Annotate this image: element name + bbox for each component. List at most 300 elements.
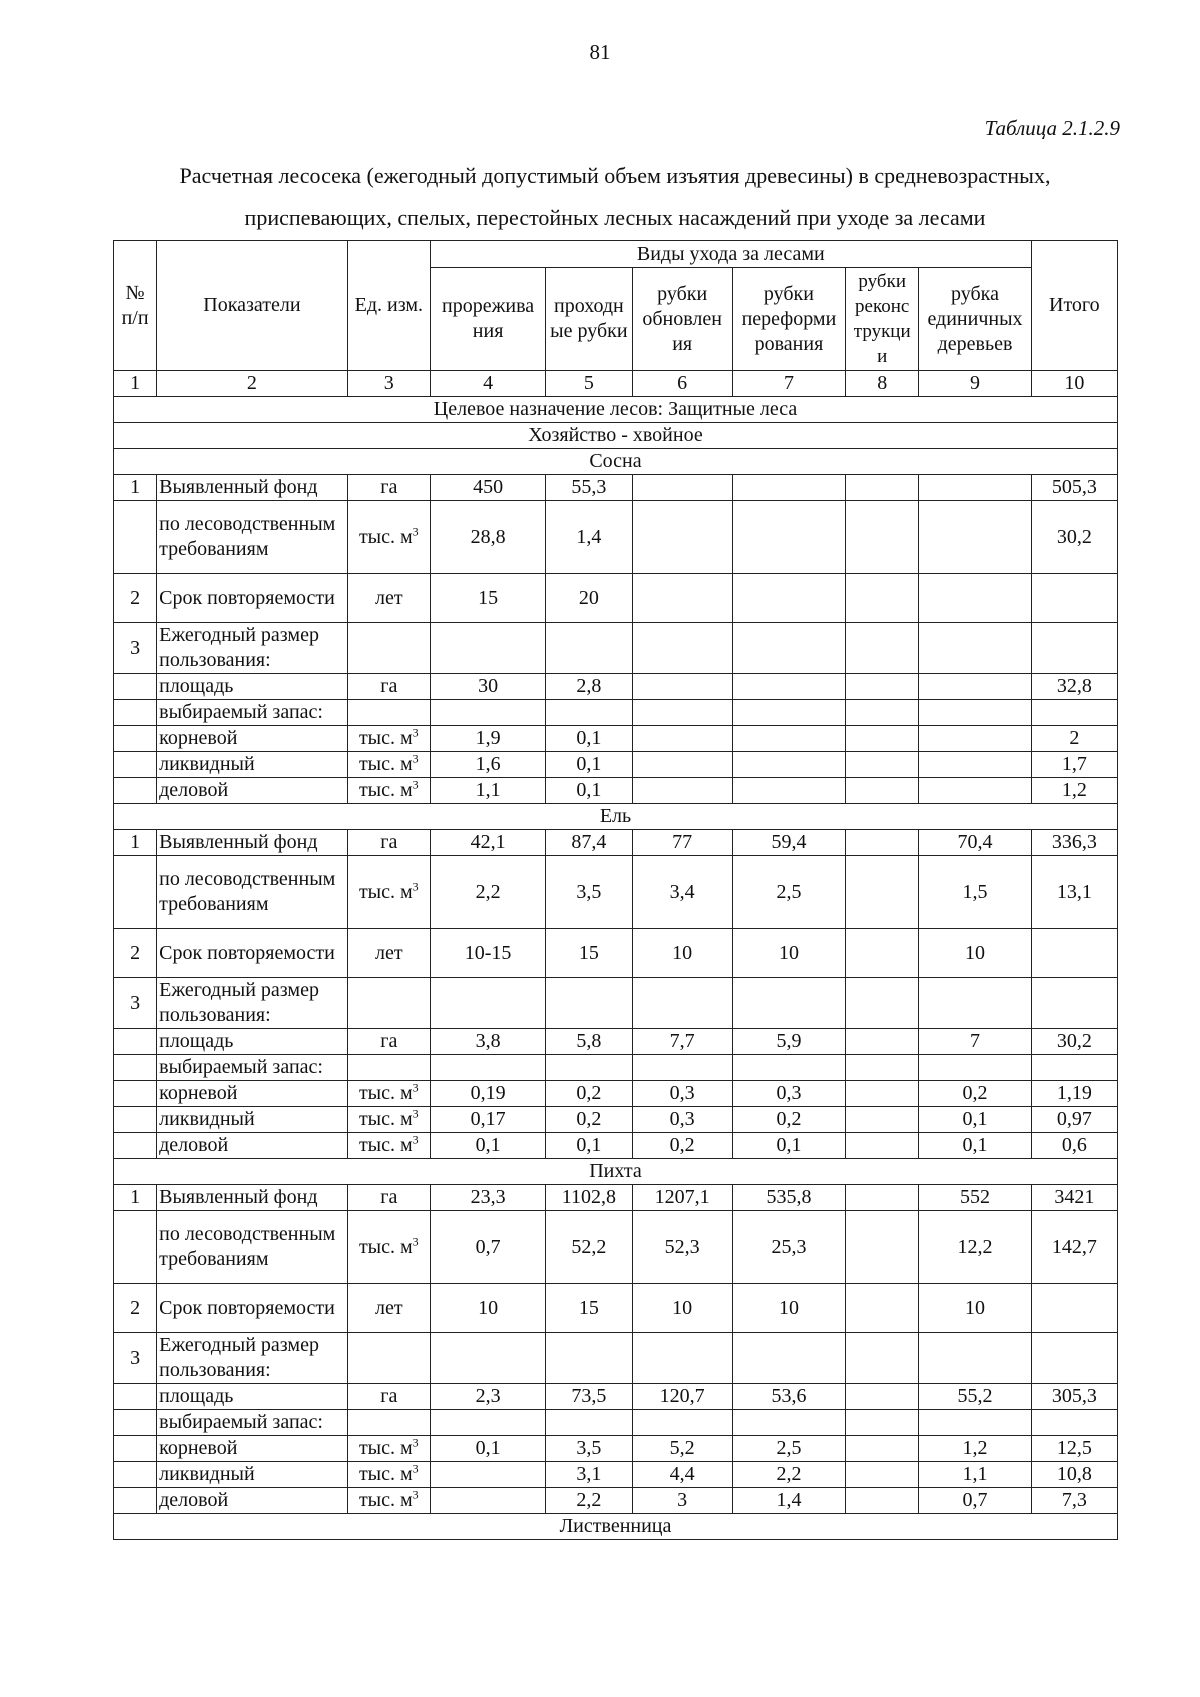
row-number: 1 [114,830,157,856]
value-cell [846,726,919,752]
row-label: площадь [157,1029,348,1055]
column-number: 5 [546,371,632,397]
column-number: 1 [114,371,157,397]
value-cell [732,752,845,778]
value-cell [919,1410,1031,1436]
value-cell: 142,7 [1031,1211,1117,1284]
row-label: Срок повторяемости [157,574,348,623]
value-cell: 77 [632,830,732,856]
value-cell [732,674,845,700]
table-row [114,1185,1118,1211]
value-cell: 0,6 [1031,1133,1117,1159]
value-cell: 2,8 [546,674,632,700]
value-cell: 1102,8 [546,1185,632,1211]
value-cell: 0,2 [632,1133,732,1159]
unit-superscript: 3 [412,878,419,893]
value-cell: 3,4 [632,856,732,929]
unit-text: тыс. м [358,1082,413,1104]
section-farm: Хозяйство - хвойное [114,423,1118,449]
value-cell [846,475,919,501]
value-cell: 505,3 [1031,475,1117,501]
unit-superscript: 3 [412,1461,419,1476]
table-row [114,1029,1118,1055]
value-cell: 0,2 [546,1107,632,1133]
species-name: Сосна [114,449,1118,475]
row-number [114,1384,157,1410]
value-cell: 2,5 [732,856,845,929]
value-cell [546,1333,632,1384]
unit-text: тыс. м [358,1437,413,1459]
value-cell [732,978,845,1029]
header-num: № п/п [114,241,157,371]
table-row [114,475,1118,501]
row-number [114,700,157,726]
row-number [114,674,157,700]
value-cell [919,752,1031,778]
unit-text: тыс. м [358,1235,413,1258]
caption-line-2: приспевающих, спелых, перестойных лесных насаждений при уходе за лесами [244,205,986,230]
value-cell: 15 [546,1284,632,1333]
value-cell [430,1055,545,1081]
value-cell: 1,1 [919,1462,1031,1488]
value-cell [1031,929,1117,978]
row-number: 2 [114,574,157,623]
row-label: выбираемый запас: [157,700,348,726]
row-number [114,1081,157,1107]
table-row [114,1410,1118,1436]
value-cell [919,726,1031,752]
value-cell: 1,6 [430,752,545,778]
value-cell [430,700,545,726]
column-number: 2 [157,371,348,397]
value-cell: 30,2 [1031,501,1117,574]
row-label: площадь [157,674,348,700]
value-cell: 2,3 [430,1384,545,1410]
table-row [114,752,1118,778]
unit-text: га [380,1186,398,1208]
value-cell: 2,2 [732,1462,845,1488]
row-unit [347,1133,430,1159]
value-cell [430,978,545,1029]
value-cell [846,1081,919,1107]
table-row [114,1384,1118,1410]
value-cell: 0,2 [546,1081,632,1107]
species-row [114,1159,1118,1185]
value-cell: 1,1 [430,778,545,804]
value-cell [546,1410,632,1436]
unit-text: тыс. м [358,1463,413,1485]
table-row [114,501,1118,574]
row-unit [347,1185,430,1211]
value-cell: 12,2 [919,1211,1031,1284]
value-cell: 30 [430,674,545,700]
value-cell [430,623,545,674]
value-cell: 55,2 [919,1384,1031,1410]
row-label: площадь [157,1384,348,1410]
value-cell [846,1029,919,1055]
value-cell: 120,7 [632,1384,732,1410]
value-cell [546,1055,632,1081]
value-cell: 13,1 [1031,856,1117,929]
header-unit: Ед. изм. [347,241,430,371]
table-row [114,1211,1118,1284]
value-cell: 10 [919,1284,1031,1333]
value-cell: 0,19 [430,1081,545,1107]
value-cell: 10 [919,929,1031,978]
value-cell: 28,8 [430,501,545,574]
value-cell [846,830,919,856]
value-cell: 5,2 [632,1436,732,1462]
value-cell: 10 [632,929,732,978]
value-cell: 0,1 [546,1133,632,1159]
value-cell [919,1333,1031,1384]
table-row [114,574,1118,623]
row-unit [347,1410,430,1436]
row-label: Ежегодный размер пользования: [157,1333,348,1384]
row-label: ликвидный [157,1462,348,1488]
value-cell: 0,2 [919,1081,1031,1107]
row-label: выбираемый запас: [157,1410,348,1436]
table-row [114,1284,1118,1333]
row-unit [347,1107,430,1133]
row-unit [347,1284,430,1333]
row-label: корневой [157,1436,348,1462]
value-cell [919,674,1031,700]
column-numbers-row [114,371,1118,397]
value-cell [632,752,732,778]
table-row [114,623,1118,674]
header-total: Итого [1031,241,1117,371]
row-number [114,726,157,752]
value-cell [1031,1410,1117,1436]
value-cell [732,778,845,804]
value-cell [846,1462,919,1488]
row-unit [347,674,430,700]
row-number [114,1211,157,1284]
value-cell: 70,4 [919,830,1031,856]
value-cell [846,1436,919,1462]
row-unit [347,574,430,623]
row-label: ликвидный [157,1107,348,1133]
value-cell: 0,1 [430,1133,545,1159]
row-number [114,1488,157,1514]
value-cell: 15 [430,574,545,623]
value-cell: 0,1 [919,1133,1031,1159]
header-renewal-cuts: рубки обновлен ия [632,268,732,371]
value-cell: 1,7 [1031,752,1117,778]
unit-text: тыс. м [358,1108,413,1130]
value-cell: 1,5 [919,856,1031,929]
row-unit [347,1436,430,1462]
value-cell: 552 [919,1185,1031,1211]
species-row [114,1514,1118,1540]
value-cell [846,1211,919,1284]
column-number: 10 [1031,371,1117,397]
value-cell [846,623,919,674]
unit-text: га [380,1030,398,1052]
row-label: Срок повторяемости [157,1284,348,1333]
unit-text: лет [375,586,403,609]
table-row [114,978,1118,1029]
row-unit [347,778,430,804]
value-cell [919,574,1031,623]
table-row [114,674,1118,700]
row-unit [347,1055,430,1081]
unit-superscript: 3 [412,1080,419,1095]
value-cell: 0,1 [546,726,632,752]
row-number [114,1133,157,1159]
value-cell [846,1410,919,1436]
row-number [114,856,157,929]
value-cell [632,501,732,574]
value-cell: 3 [632,1488,732,1514]
row-unit [347,700,430,726]
value-cell [632,1333,732,1384]
value-cell [846,1284,919,1333]
value-cell [732,574,845,623]
value-cell: 0,1 [732,1133,845,1159]
table-row [114,700,1118,726]
value-cell [846,574,919,623]
value-cell: 450 [430,475,545,501]
value-cell [846,1133,919,1159]
value-cell: 23,3 [430,1185,545,1211]
row-unit [347,1211,430,1284]
value-cell: 32,8 [1031,674,1117,700]
value-cell [732,700,845,726]
value-cell: 2,2 [430,856,545,929]
value-cell: 10-15 [430,929,545,978]
value-cell [846,1107,919,1133]
value-cell: 55,3 [546,475,632,501]
species-name: Лиственница [114,1514,1118,1540]
value-cell: 0,2 [732,1107,845,1133]
row-label: по лесоводственным требованиям [157,501,348,574]
row-number: 3 [114,623,157,674]
value-cell [846,778,919,804]
unit-text: тыс. м [358,1134,413,1156]
row-unit [347,1462,430,1488]
value-cell [1031,1333,1117,1384]
value-cell [846,700,919,726]
row-unit [347,929,430,978]
table-row [114,1055,1118,1081]
value-cell [632,1410,732,1436]
harvest-table [113,240,1118,1540]
row-label: деловой [157,778,348,804]
value-cell: 1,9 [430,726,545,752]
value-cell: 1,4 [546,501,632,574]
column-number: 6 [632,371,732,397]
row-label: Срок повторяемости [157,929,348,978]
value-cell: 0,3 [632,1107,732,1133]
value-cell: 10,8 [1031,1462,1117,1488]
row-label: корневой [157,726,348,752]
header-passage-cuts: проходн ые рубки [546,268,632,371]
value-cell: 2,2 [546,1488,632,1514]
value-cell: 1,2 [1031,778,1117,804]
value-cell: 5,9 [732,1029,845,1055]
value-cell [632,778,732,804]
value-cell: 3,1 [546,1462,632,1488]
row-number [114,778,157,804]
unit-text: лет [375,1296,403,1319]
unit-text: тыс. м [358,880,413,903]
page-number: 81 [589,40,611,64]
row-label: ликвидный [157,752,348,778]
value-cell [430,1333,545,1384]
column-number: 9 [919,371,1031,397]
table-row [114,1107,1118,1133]
value-cell [846,752,919,778]
table-row [114,830,1118,856]
value-cell: 336,3 [1031,830,1117,856]
unit-text: тыс. м [358,727,413,749]
value-cell [846,978,919,1029]
header-thinning: прорежива ния [430,268,545,371]
value-cell [632,978,732,1029]
table-row [114,929,1118,978]
row-unit [347,501,430,574]
value-cell [846,1055,919,1081]
value-cell: 2,5 [732,1436,845,1462]
species-row [114,804,1118,830]
value-cell [732,1333,845,1384]
value-cell [732,1410,845,1436]
value-cell [846,674,919,700]
value-cell [546,700,632,726]
row-number: 3 [114,1333,157,1384]
value-cell [1031,700,1117,726]
value-cell [732,501,845,574]
unit-text: лет [375,941,403,964]
value-cell [919,700,1031,726]
row-number: 2 [114,929,157,978]
header-reconstruction-cuts: рубки реконс трукци и [846,268,919,371]
unit-text: га [380,1385,398,1407]
value-cell: 3,8 [430,1029,545,1055]
row-label: корневой [157,1081,348,1107]
value-cell: 10 [430,1284,545,1333]
unit-text: га [380,675,398,697]
value-cell [846,929,919,978]
row-label: деловой [157,1488,348,1514]
row-unit [347,726,430,752]
value-cell [732,623,845,674]
row-label: Ежегодный размер пользования: [157,978,348,1029]
row-number [114,1462,157,1488]
value-cell: 0,1 [546,752,632,778]
unit-text: га [380,476,398,498]
value-cell [919,501,1031,574]
value-cell [632,1055,732,1081]
species-row [114,449,1118,475]
value-cell: 52,2 [546,1211,632,1284]
value-cell: 42,1 [430,830,545,856]
value-cell: 3,5 [546,1436,632,1462]
value-cell: 0,1 [546,778,632,804]
value-cell [632,674,732,700]
header-indicators: Показатели [157,241,348,371]
value-cell: 10 [632,1284,732,1333]
value-cell: 20 [546,574,632,623]
value-cell: 53,6 [732,1384,845,1410]
value-cell [846,1333,919,1384]
value-cell: 52,3 [632,1211,732,1284]
unit-text: тыс. м [358,525,413,548]
row-label: по лесоводственным требованиям [157,1211,348,1284]
value-cell: 73,5 [546,1384,632,1410]
row-unit [347,752,430,778]
column-number: 3 [347,371,430,397]
value-cell: 7,3 [1031,1488,1117,1514]
species-name: Ель [114,804,1118,830]
row-unit [347,475,430,501]
value-cell [430,1410,545,1436]
value-cell: 5,8 [546,1029,632,1055]
unit-superscript: 3 [412,751,419,766]
value-cell [632,700,732,726]
row-unit [347,830,430,856]
row-unit [347,1029,430,1055]
value-cell [846,1384,919,1410]
table-row [114,726,1118,752]
value-cell [919,623,1031,674]
value-cell: 0,3 [732,1081,845,1107]
value-cell: 30,2 [1031,1029,1117,1055]
value-cell: 7 [919,1029,1031,1055]
row-number [114,1410,157,1436]
table-row [114,856,1118,929]
value-cell [632,574,732,623]
value-cell: 0,3 [632,1081,732,1107]
row-label: Выявленный фонд [157,830,348,856]
value-cell: 3,5 [546,856,632,929]
value-cell [919,778,1031,804]
unit-superscript: 3 [412,1106,419,1121]
row-number: 3 [114,978,157,1029]
table-row [114,1436,1118,1462]
value-cell: 0,1 [919,1107,1031,1133]
unit-text: тыс. м [358,1489,413,1511]
value-cell [846,1488,919,1514]
row-label: деловой [157,1133,348,1159]
unit-superscript: 3 [412,1487,419,1502]
table-row [114,1333,1118,1384]
column-number: 7 [732,371,845,397]
value-cell: 12,5 [1031,1436,1117,1462]
value-cell: 0,7 [919,1488,1031,1514]
row-unit [347,856,430,929]
value-cell: 0,1 [430,1436,545,1462]
row-unit [347,623,430,674]
column-number: 8 [846,371,919,397]
header-reformation-cuts: рубки переформи рования [732,268,845,371]
row-number [114,1055,157,1081]
value-cell [632,726,732,752]
value-cell [732,475,845,501]
value-cell: 2 [1031,726,1117,752]
table-row [114,778,1118,804]
value-cell [1031,978,1117,1029]
unit-superscript: 3 [412,523,419,538]
column-number: 4 [430,371,545,397]
row-number [114,1107,157,1133]
row-unit [347,1081,430,1107]
value-cell [1031,1284,1117,1333]
value-cell: 4,4 [632,1462,732,1488]
unit-superscript: 3 [412,1435,419,1450]
